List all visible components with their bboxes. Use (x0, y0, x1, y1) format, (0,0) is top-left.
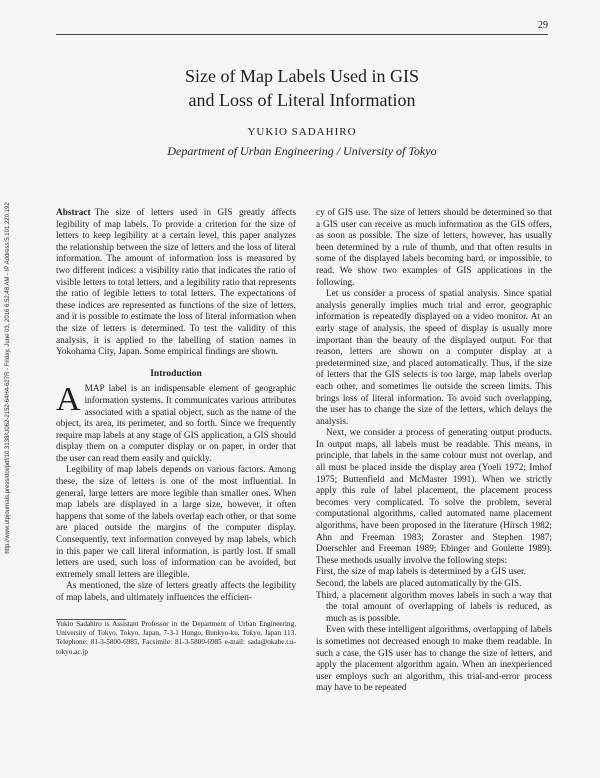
abstract-text: The size of letters used in GIS greatly affects legibility of map labels. To provide a criterion for the size of letters to keep legibility at a certain level, this paper analyzes the relationship between the size of letters and the loss of literal information. The amount of information loss is measured by two different indices: a visibility ratio that indicates the ratio of visible letters to total letters, and a legibility ratio that represents the ratio of legible letters to total letters. The expectations of these indices are represented as functions of the size of letters, and it is possible to estimate the loss of literal information when the size of letters is determined. To test the validity of this analysis, it is applied to the labelling of station names in Yokohama City, Japan. Some empirical findings are shown. (56, 208, 296, 358)
abstract-label: Abstract (56, 208, 91, 218)
body-paragraph-3: Next, we consider a process of generating output products. In output maps, all labels must be readable. This means, in principle, that labels in the same colour must not overlap, and all must be placed inside the display area (Yoeli 1972; Imhof 1975; Buttenfield and McMaster 1991). When we strictly apply this rule of label placement, the placement process becomes very complicated. To solve the problem, several computational algorithms, called automated name placement algorithms, have been proposed in the literature (Hirsch 1982; Ahn and Freeman 1983; Zoraster and Stephen 1987; Doerschler and Freeman 1989; Ebinger and Goulette 1989). These methods usually involve the following steps: (316, 428, 552, 566)
author-affiliation: Department of Urban Engineering / University of Tokyo (167, 144, 437, 158)
body-paragraph-4: Even with these intelligent algorithms, overlapping of labels is sometimes not decreased enough to make them readable. In such a case, the GIS user has to change the size of letters, and apply the placement algorithm again. When an inexperienced user employs such an algorithm, this trial-and-error process may have to be repeated (316, 625, 552, 694)
intro-paragraph-1 (56, 381, 296, 465)
steps-item-1: First, the size of map labels is determined by a GIS user. (316, 567, 526, 578)
body-paragraph-2: Let us consider a process of spatial analysis. Since spatial analysis generally implies much trial and error, geographic information is repeatedly displayed on a video monitor. At an early stage of analysis, the speed of display is usually more important than the beauty of the displayed output. For that reason, letters are shown on a computer display at a predetermined size, and placed automatically. Thus, if the size of letters that the GIS selects is too large, map labels overlap each other, and sometimes lie outside the screen limits. This brings loss of literal information. To avoid such overlapping, the user has to change the size of the letters, which delays the analysis. (316, 289, 552, 427)
article-title (56, 64, 548, 112)
title-line-1: Size of Map Labels Used in GIS (185, 66, 419, 86)
steps-item-3: Third, a placement algorithm moves labels in such a way that the total amount of overlapping of labels is reduced, as much as is possible. (316, 590, 552, 624)
introduction-heading: Introduction (150, 368, 202, 379)
right-column (316, 208, 552, 764)
page-number: 29 (538, 20, 548, 31)
abstract (56, 208, 296, 359)
title-line-2: and Loss of Literal Information (188, 90, 416, 110)
article-header (56, 64, 548, 159)
header-rule (56, 34, 548, 35)
intro-paragraph-2: Legibility of map labels depends on various factors. Among these, the size of letters is one of the most influential. In general, large letters are more legible than smaller ones. When map labels are displayed in a large size, however, it often happens that some of the labels overlap each other, or that some are placed outside the margins of the computer display. Consequently, text information conveyed by map labels, which in this paper we call literal information, is partly lost. If small letters are used, such loss of information can be avoided, but extremely small letters are illegible. (56, 465, 296, 580)
download-stamp: http://www.utpjournals.press/doi/pdf/10.3138/U062-2152-64H4-627R - Friday, June 03, 2016 6:52:48 AM - IP Address:5.101.220.192 (5, 202, 11, 554)
steps-item-2: Second, the labels are placed automatically by the GIS. (316, 579, 522, 589)
author-footnote: Yukio Sadahiro is Assistant Professor in the Department of Urban Engineering, University of Tokyo, Tokyo, Japan, 7-3-1 Hongo, Bunkyo-ku, Tokyo, Japan 113. Telephone: 81-3-5800-6985, Facsimile: 81-3-5800-6985 e-mail: sada@okabe.t.u-tokyo.ac.jp (56, 619, 296, 656)
intro-paragraph-3: As mentioned, the size of letters greatly affects the legibility of map labels, and ultimately influences the efficien- (56, 581, 296, 603)
author-name: YUKIO SADAHIRO (247, 126, 357, 138)
drop-cap: A (56, 381, 81, 419)
intro-paragraph-1-text: MAP label is an indispensable element of geographic information systems. It communicates various attributes associated with a spatial object, such as the name of the object, its area, its perimeter, and so forth. Since we frequently require map labels at any stage of GIS application, a GIS should display them on a computer display or on paper, in order that the user can read them easily and quickly. (56, 384, 296, 464)
left-column (56, 208, 296, 764)
body-paragraph-1: cy of GIS use. The size of letters should be determined so that a GIS user can receive as much information as the GIS offers, as soon as possible. The size of letters, however, has usually been determined by a rule of thumb, and that often results in some of the displayed labels becoming hard, or impossible, to read. We show two examples of GIS applications in the following. (316, 208, 552, 288)
